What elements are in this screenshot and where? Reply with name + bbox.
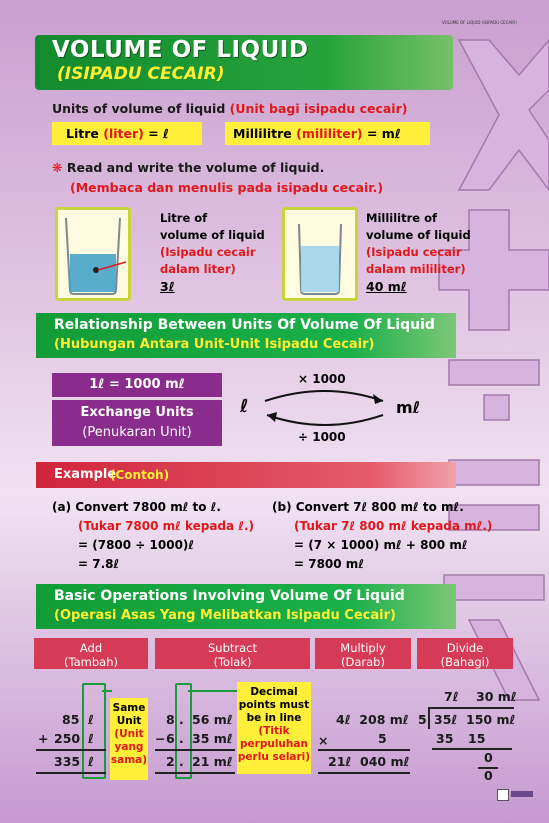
- multiply-row1: 4ℓ 208 mℓ: [336, 712, 409, 727]
- divide-dividend: 35ℓ 150 mℓ: [434, 712, 516, 727]
- units-intro: [52, 101, 407, 116]
- page-subtitle: (ISIPADU CECAIR): [57, 64, 225, 84]
- example-a: [52, 498, 254, 574]
- beaker-ml-value: 40 mℓ: [366, 279, 407, 294]
- example-title: Example: [54, 467, 117, 482]
- subtract-row1-whole: 8: [166, 712, 175, 727]
- operations-band: [36, 584, 456, 629]
- litre-label-ms: (liter): [103, 126, 144, 141]
- add-row1-value: 85: [62, 712, 80, 727]
- header-divide: [417, 638, 513, 669]
- header-divide-en: Divide: [446, 641, 484, 655]
- subtract-result-whole: 2: [166, 754, 175, 769]
- same-unit-note: [110, 698, 148, 780]
- beaker-ml-icon: [285, 210, 355, 298]
- subtract-line-top: [155, 749, 235, 751]
- subtract-row1-dot: .: [179, 712, 184, 727]
- header-add-ms: (Tambah): [64, 655, 118, 669]
- example-a-step1: = (7800 ÷ 1000)ℓ: [78, 538, 195, 552]
- divide-quotient: 7ℓ 30 mℓ: [444, 689, 517, 704]
- example-a-ms: (Tukar 7800 mℓ kepada ℓ.): [78, 519, 255, 533]
- decimal-note-l3: be in line: [246, 712, 302, 724]
- read-write-ms: (Membaca dan menulis pada isipadu cecair.): [70, 180, 384, 195]
- header-multiply-en: Multiply: [340, 641, 386, 655]
- publisher-logo-icon: [497, 789, 509, 801]
- divide-remainder2: 0: [484, 768, 493, 783]
- units-intro-ms: (Unit bagi isipadu cecair): [229, 101, 408, 116]
- conversion-arrows-icon: [255, 385, 395, 431]
- decimal-note-l6: perlu selari): [237, 751, 311, 763]
- add-row2-value: 250: [54, 731, 81, 746]
- litre-label: Litre: [66, 126, 99, 141]
- multiply-row2: 5: [378, 731, 387, 746]
- millilitre-symbol: = mℓ: [366, 126, 401, 141]
- header-multiply: [315, 638, 411, 669]
- litre-symbol: = ℓ: [148, 126, 169, 141]
- beaker-litre-ms2: dalam liter): [160, 262, 236, 276]
- beaker-litre-value: 3ℓ: [160, 279, 175, 294]
- decimal-note-l1: Decimal: [250, 686, 298, 698]
- millilitre-label-ms: (mililiter): [296, 126, 363, 141]
- add-line-bottom: [36, 772, 106, 774]
- beaker-ml-line2: volume of liquid: [366, 228, 471, 242]
- divide-label: ÷ 1000: [298, 430, 346, 444]
- multiply-result: 21ℓ 040 mℓ: [328, 754, 410, 769]
- operations-title: Basic Operations Involving Volume Of Liquid: [54, 588, 405, 604]
- unit-note-connector: [102, 690, 112, 692]
- add-result-value: 335: [54, 754, 81, 769]
- divide-step1-b: 15: [468, 731, 486, 746]
- subtract-row2-fraction: 35 mℓ: [192, 731, 233, 746]
- same-unit-note-l3: (Unit: [114, 728, 144, 740]
- equality-box: 1ℓ = 1000 mℓ: [52, 373, 222, 397]
- decimal-note-l5: perpuluhan: [240, 738, 308, 750]
- subtract-result-fraction: 21 mℓ: [192, 754, 233, 769]
- relationship-band: [36, 313, 456, 358]
- beaker-ml-ms1: (Isipadu cecair: [366, 245, 462, 259]
- beaker-litre-line1: Litre of: [160, 211, 208, 225]
- left-unit: ℓ: [240, 396, 249, 417]
- units-intro-en: Units of volume of liquid: [52, 101, 226, 116]
- header-subtract-ms: (Tolak): [213, 655, 252, 669]
- divide-remainder1: 0: [484, 750, 493, 765]
- example-title-ms: (Contoh): [110, 468, 170, 482]
- page-title: VOLUME OF LIQUID: [52, 37, 309, 63]
- right-unit: mℓ: [396, 398, 421, 417]
- example-b-question: (b) Convert 7ℓ 800 mℓ to mℓ.: [272, 500, 464, 514]
- add-row2-unit: ℓ: [88, 731, 94, 746]
- header-multiply-ms: (Darab): [341, 655, 385, 669]
- example-a-question: (a) Convert 7800 mℓ to ℓ.: [52, 500, 221, 514]
- millilitre-label: Millilitre: [233, 126, 292, 141]
- beaker-ml-ms2: dalam mililiter): [366, 262, 466, 276]
- publisher-mark-icon: [511, 791, 533, 797]
- subtract-line-bottom: [155, 772, 235, 774]
- subtract-operator: −: [155, 731, 166, 746]
- read-write-en: [52, 160, 324, 175]
- same-unit-note-l2: Unit: [116, 715, 142, 727]
- divide-bar: [428, 707, 514, 709]
- subtract-row1-fraction: 56 mℓ: [192, 712, 233, 727]
- exchange-units-box: [52, 400, 222, 446]
- beaker-litre-image: [55, 207, 131, 301]
- operations-title-ms: (Operasi Asas Yang Melibatkan Isipadu Cecair): [54, 608, 396, 623]
- add-line-top: [36, 749, 106, 751]
- beaker-litre-line2: volume of liquid: [160, 228, 265, 242]
- divide-divisor: 5: [418, 712, 427, 727]
- decimal-note-l4: (Titik: [258, 725, 290, 737]
- multiply-line-top: [318, 749, 410, 751]
- decimal-note: [237, 682, 311, 774]
- subtract-row2-whole: 6: [166, 731, 175, 746]
- read-write-text: Read and write the volume of liquid.: [66, 160, 325, 175]
- beaker-litre-text: [160, 210, 265, 295]
- example-b: [272, 498, 492, 574]
- multiply-line-bottom: [318, 772, 410, 774]
- subtract-result-dot: .: [179, 754, 184, 769]
- beaker-ml-image: [282, 207, 358, 301]
- relationship-title-ms: (Hubungan Antara Unit-Unit Isipadu Cecair): [54, 337, 375, 352]
- header-divide-ms: (Bahagi): [440, 655, 490, 669]
- add-result-unit: ℓ: [88, 754, 94, 769]
- example-b-step2: = 7800 mℓ: [294, 557, 364, 571]
- litre-box: [52, 122, 202, 145]
- header-tiny-text: VOLUME OF LIQUID (ISIPADU CECAIR): [442, 20, 517, 25]
- beaker-ml-text: [366, 210, 471, 295]
- beaker-litre-ms1: (Isipadu cecair: [160, 245, 256, 259]
- header-add: [34, 638, 148, 669]
- exchange-units-ms: (Penukaran Unit): [82, 425, 192, 440]
- add-row1-unit: ℓ: [88, 712, 94, 727]
- exchange-units-en: Exchange Units: [80, 405, 194, 420]
- millilitre-box: [225, 122, 430, 145]
- title-band: [35, 35, 453, 90]
- beaker-litre-icon: [58, 210, 128, 298]
- divide-step1-a: 35: [436, 731, 454, 746]
- multiply-operator: ×: [318, 733, 329, 748]
- multiply-label: × 1000: [298, 372, 346, 386]
- example-a-step2: = 7.8ℓ: [78, 557, 120, 571]
- header-subtract-en: Subtract: [207, 641, 257, 655]
- header-subtract: [155, 638, 310, 669]
- divide-bracket: [428, 707, 430, 729]
- decimal-note-l2: points must: [238, 699, 310, 711]
- add-operator: +: [38, 731, 49, 746]
- unit-highlight-box: [82, 683, 106, 779]
- bullet-icon: ❋: [52, 160, 63, 175]
- same-unit-note-l5: sama): [110, 754, 148, 766]
- beaker-ml-line1: Millilitre of: [366, 211, 437, 225]
- relationship-title: Relationship Between Units Of Volume Of Liquid: [54, 317, 435, 333]
- decimal-note-connector: [188, 690, 238, 692]
- divide-line: [432, 748, 512, 750]
- same-unit-note-l4: yang: [114, 741, 144, 753]
- example-band: [36, 462, 456, 488]
- header-add-en: Add: [79, 641, 103, 655]
- example-b-step1: = (7 × 1000) mℓ + 800 mℓ: [294, 538, 468, 552]
- same-unit-note-l1: Same: [112, 702, 146, 714]
- example-b-ms: (Tukar 7ℓ 800 mℓ kepada mℓ.): [294, 519, 493, 533]
- subtract-row2-dot: .: [179, 731, 184, 746]
